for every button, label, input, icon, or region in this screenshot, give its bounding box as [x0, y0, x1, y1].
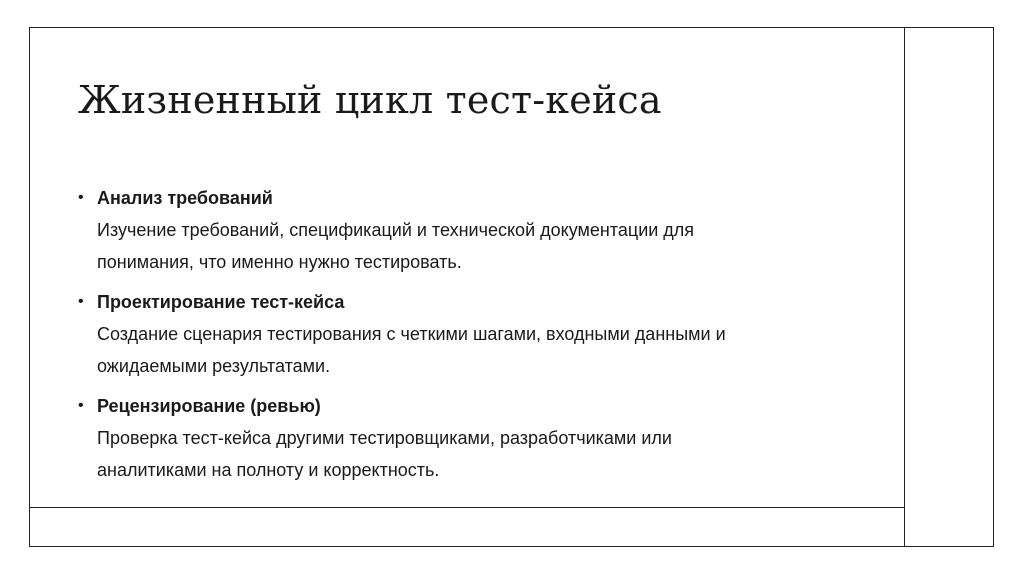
bullet-text-line: Проверка тест-кейса другими тестировщиками, разработчиками или	[97, 428, 672, 448]
bullet-text-line: ожидаемыми результатами.	[97, 356, 331, 376]
bullet-text-line: Создание сценария тестирования с четкими шагами, входными данными и	[97, 324, 726, 344]
bullet-list	[78, 182, 878, 494]
list-item	[78, 286, 878, 382]
bullet-heading: Рецензирование (ревью)	[97, 396, 321, 416]
list-item	[78, 182, 878, 278]
bullet-text-line: Изучение требований, спецификаций и технической документации для	[97, 220, 695, 240]
bullet-icon: •	[78, 189, 84, 206]
slide-title: Жизненный цикл тест-кейса	[78, 78, 662, 122]
bullet-icon: •	[78, 293, 84, 310]
bullet-icon: •	[78, 397, 84, 414]
frame-divider-vertical	[904, 27, 905, 547]
bullet-text-line: понимания, что именно нужно тестировать.	[97, 252, 462, 272]
bullet-heading: Анализ требований	[97, 188, 273, 208]
list-item	[78, 390, 878, 486]
bullet-text-line: аналитиками на полноту и корректность.	[97, 460, 440, 480]
frame-divider-horizontal	[29, 507, 905, 508]
bullet-heading: Проектирование тест-кейса	[97, 292, 345, 312]
